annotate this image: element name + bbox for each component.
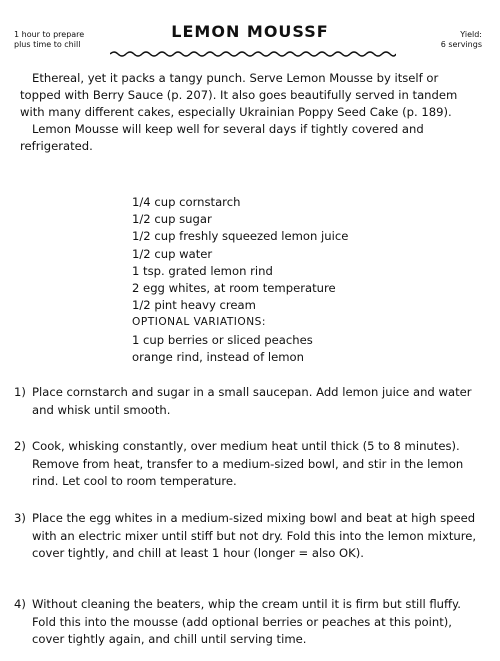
- yield-value: 6 servings: [440, 40, 482, 49]
- step-number: 3): [14, 511, 26, 525]
- prep-time-line-1: 1 hour to prepare: [14, 30, 85, 39]
- intro-paragraph-2: Lemon Mousse will keep well for several days if tightly covered and refrigerated.: [20, 122, 424, 153]
- intro-paragraph-1: Ethereal, yet it packs a tangy punch. Serve Lemon Mousse by itself or topped with Berry Sauce (p. 207). It also goes beautifully served in tandem with many different cakes, especially Ukrainian Poppy Seed Cake (p. 189).: [20, 71, 458, 119]
- ingredient-item: 1 tsp. grated lemon rind: [132, 263, 273, 278]
- ingredient-item: 1/4 cup cornstarch: [132, 195, 241, 209]
- ingredient-item: 2 egg whites, at room temperature: [132, 281, 336, 296]
- step-number: 1): [14, 385, 26, 399]
- recipe-title: LEMON MOUSSF: [171, 22, 329, 41]
- instruction-step: [14, 438, 484, 491]
- step-text: Place the egg whites in a medium-sized mixing bowl and beat at high speed with an electric mixer until stiff but not dry. Fold this into the lemon mixture, cover tightly, and chill at least 1 hour (longer = also OK).: [32, 511, 477, 560]
- ingredient-item: orange rind, instead of lemon: [132, 349, 304, 364]
- prep-time-line-2: plus time to chill: [14, 40, 81, 49]
- ingredient-item: 1/2 cup freshly squeezed lemon juice: [132, 229, 349, 244]
- step-text: Without cleaning the beaters, whip the cream until it is firm but still fluffy. Fold this into the mousse (add optional berries or peaches at this point), cover tightly again, and chill until serving time.: [32, 597, 461, 646]
- step-number: 2): [14, 439, 26, 453]
- step-text: Place cornstarch and sugar in a small saucepan. Add lemon juice and water and whisk until smooth.: [32, 385, 472, 417]
- ingredient-item: 1/2 cup sugar: [132, 212, 212, 227]
- instruction-step: [14, 384, 484, 419]
- recipe-introduction: [20, 70, 482, 155]
- ingredient-item: 1/2 cup water: [132, 246, 213, 261]
- yield-note: [441, 30, 482, 50]
- instruction-step: [14, 596, 484, 649]
- step-number: 4): [14, 597, 26, 611]
- step-text: Cook, whisking constantly, over medium heat until thick (5 to 8 minutes). Remove from heat, transfer to a medium-sized bowl, and stir in the lemon rind. Let cool to room temperature.: [32, 439, 464, 488]
- ingredient-item: 1 cup berries or sliced peaches: [132, 332, 313, 347]
- optional-variations-heading: OPTIONAL VARIATIONS:: [132, 316, 266, 329]
- ingredient-list: [132, 194, 392, 366]
- instruction-step: [14, 510, 484, 563]
- yield-label: Yield:: [460, 30, 482, 39]
- decorative-divider: [110, 50, 396, 58]
- ingredient-item: 1/2 pint heavy cream: [132, 298, 256, 313]
